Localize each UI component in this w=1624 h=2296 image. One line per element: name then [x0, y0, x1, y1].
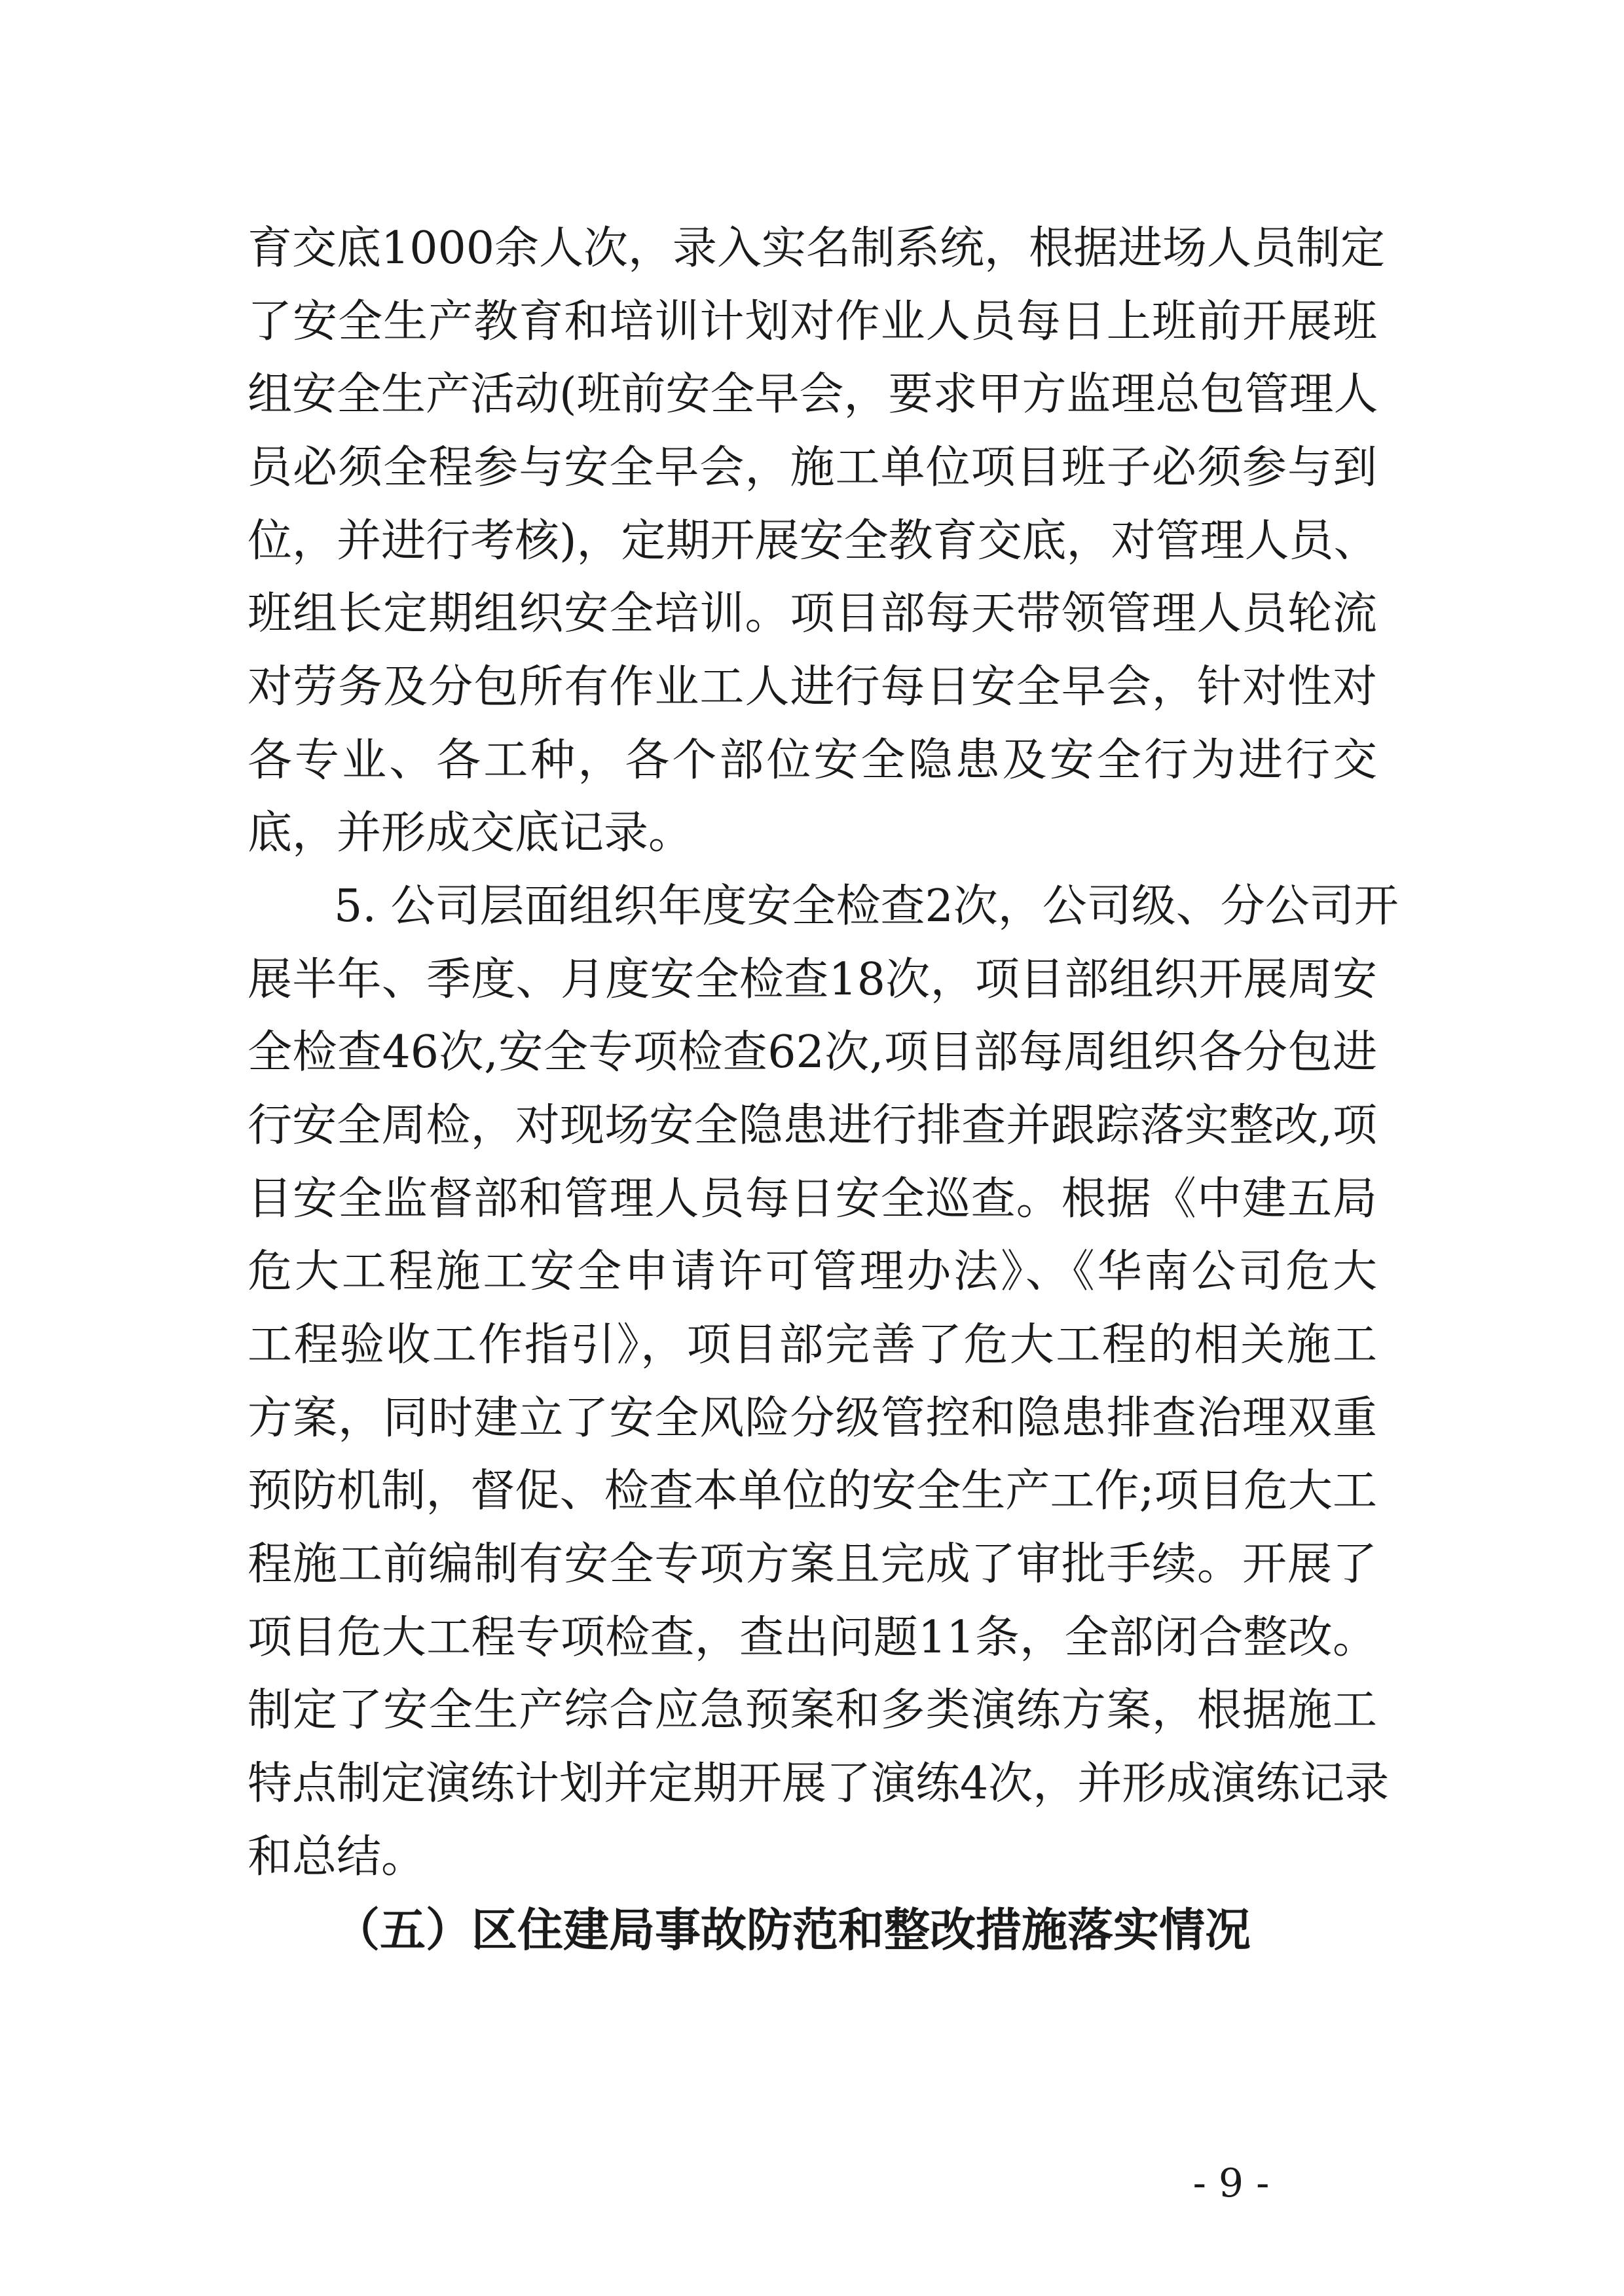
paragraph-2-line-7: 工程验收工作指引》，项目部完善了危大工程的相关施工: [248, 1319, 1377, 1371]
paragraph-1-line-1: 育交底1000余人次，录入实名制系统，根据进场人员制定: [248, 223, 1386, 274]
paragraph-1-line-3: 组安全生产活动(班前安全早会，要求甲方监理总包管理人: [248, 369, 1378, 420]
paragraph-2-line-2: 展半年、季度、月度安全检查18次，项目部组织开展周安: [248, 954, 1377, 1006]
paragraph-2-line-5: 目安全监督部和管理人员每日安全巡查。根据《中建五局: [248, 1173, 1377, 1225]
paragraph-2-line-11: 项目危大工程专项检查，查出问题11条，全部闭合整改。: [248, 1612, 1377, 1664]
paragraph-2-line-10: 程施工前编制有安全专项方案且完成了审批手续。开展了: [248, 1539, 1377, 1590]
paragraph-1-line-7: 对劳务及分包所有作业工人进行每日安全早会，针对性对: [248, 661, 1377, 713]
paragraph-2-line-12: 制定了安全生产综合应急预案和多类演练方案，根据施工: [248, 1685, 1377, 1736]
paragraph-1-line-2: 了安全生产教育和培训计划对作业人员每日上班前开展班: [248, 296, 1377, 348]
page-number: - 9 -: [1192, 2160, 1270, 2206]
paragraph-2-line-3: 全检查46次,安全专项检查62次,项目部每周组织各分包进: [248, 1027, 1377, 1078]
paragraph-2-line-6: 危大工程施工安全申请许可管理办法》、《华南公司危大: [248, 1246, 1377, 1298]
section-heading: （五）区住建局事故防范和整改措施落实情况: [334, 1903, 1251, 1957]
paragraph-1-line-8: 各专业、各工种，各个部位安全隐患及安全行为进行交: [248, 735, 1377, 786]
paragraph-1-line-6: 班组长定期组织安全培训。项目部每天带领管理人员轮流: [248, 588, 1377, 640]
paragraph-2-line-14: 和总结。: [248, 1831, 426, 1883]
paragraph-2-line-13: 特点制定演练计划并定期开展了演练4次，并形成演练记录: [248, 1758, 1390, 1810]
paragraph-2-line-9: 预防机制，督促、检查本单位的安全生产工作;项目危大工: [248, 1465, 1377, 1517]
paragraph-2-line-4: 行安全周检，对现场安全隐患进行排查并跟踪落实整改,项: [248, 1100, 1377, 1152]
paragraph-1-line-4: 员必须全程参与安全早会，施工单位项目班子必须参与到: [248, 442, 1377, 494]
paragraph-2-line-1: 5. 公司层面组织年度安全检查2次，公司级、分公司开: [334, 881, 1399, 932]
paragraph-1-line-9: 底，并形成交底记录。: [248, 807, 693, 859]
paragraph-1-line-5: 位，并进行考核)，定期开展安全教育交底，对管理人员、: [248, 515, 1378, 567]
paragraph-2-line-8: 方案，同时建立了安全风险分级管控和隐患排查治理双重: [248, 1393, 1377, 1444]
